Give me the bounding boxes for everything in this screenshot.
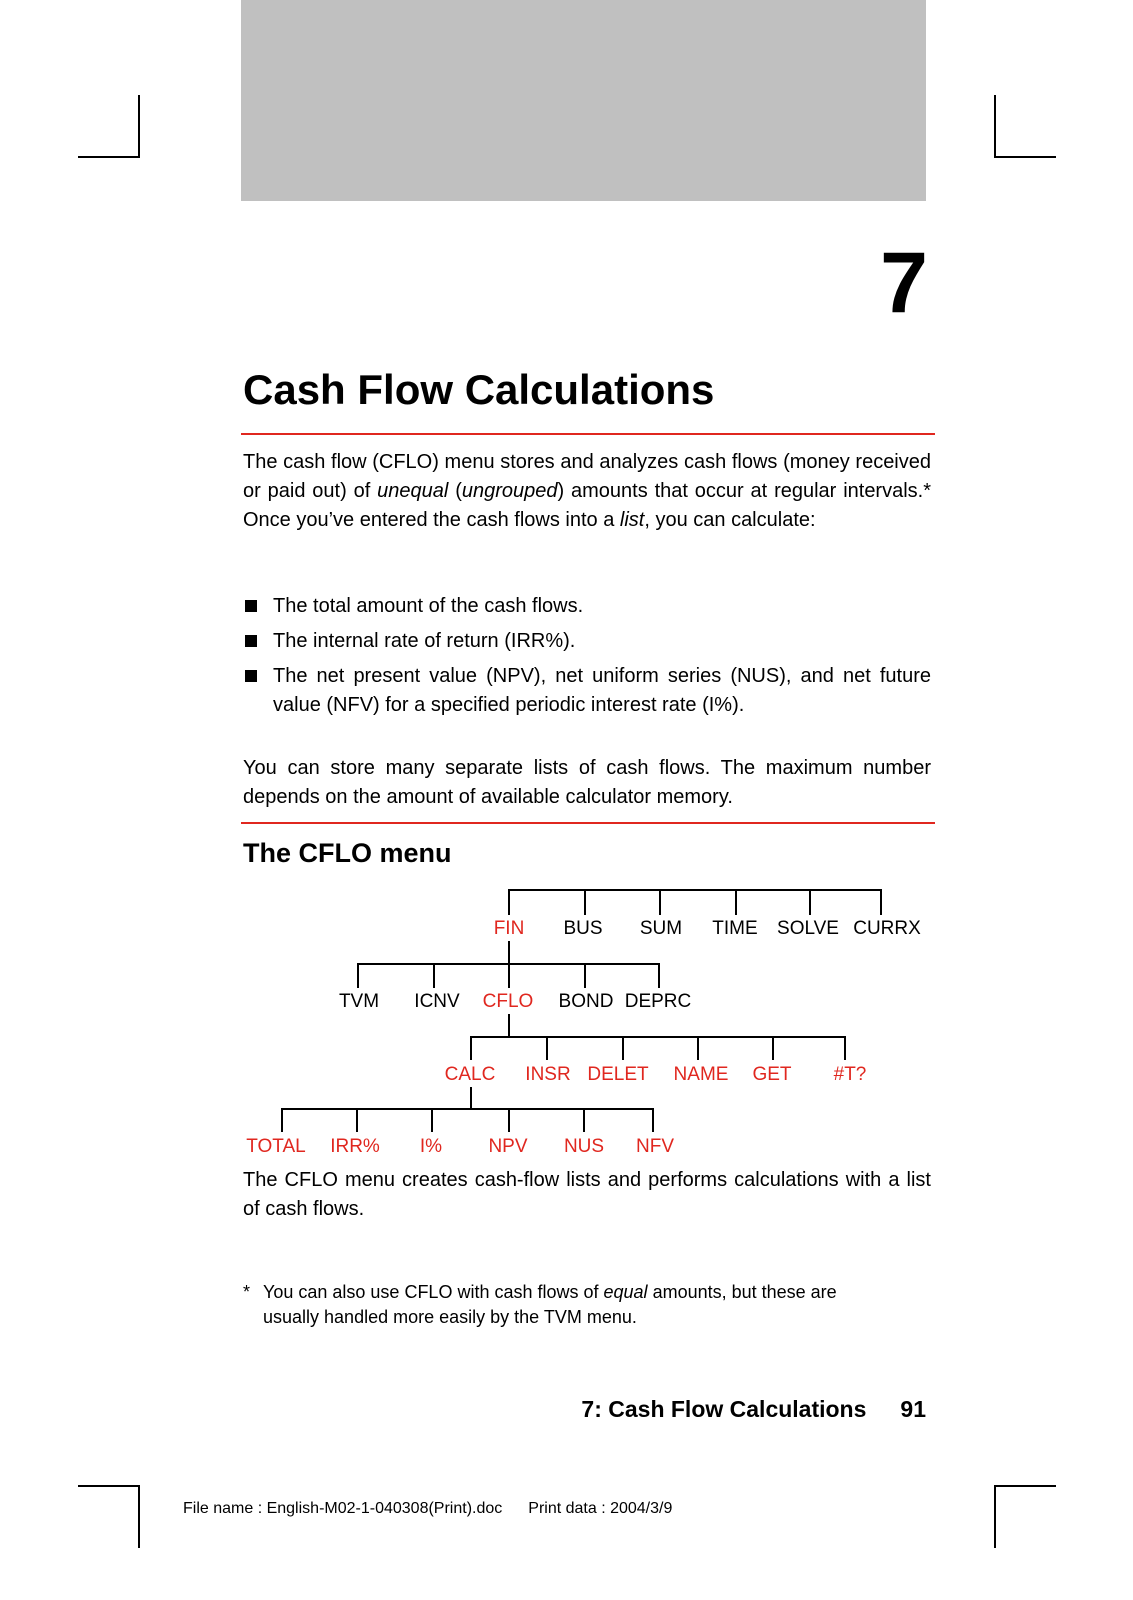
menu-key-sum: SUM <box>639 918 683 939</box>
crop-mark-top-left-v <box>138 95 140 158</box>
crop-mark-bottom-left-h <box>78 1485 140 1487</box>
footnote-text-2: amounts, but these are usually handled more easily by the TVM menu. <box>263 1282 837 1327</box>
bullet-item <box>243 627 931 656</box>
menu-key-fin: FIN <box>493 918 525 939</box>
bullet-item <box>243 662 931 720</box>
chapter-number: 7 <box>880 235 928 331</box>
crop-mark-bottom-right-v <box>994 1485 996 1548</box>
bullet-text: The total amount of the cash flows. <box>273 595 584 617</box>
crop-mark-top-right-h <box>994 156 1056 158</box>
intro-paragraph <box>243 448 931 535</box>
menu-key-deprc: DEPRC <box>624 991 692 1012</box>
menu-key-time: TIME <box>712 918 758 939</box>
bullet-square-icon <box>245 635 257 647</box>
bullet-item <box>243 592 931 621</box>
footnote-em-equal: equal <box>603 1282 648 1302</box>
menu-key-currx: CURRX <box>853 918 921 939</box>
section-rule <box>241 822 935 824</box>
page-number: 91 <box>900 1396 926 1422</box>
intro-em-list: list <box>619 509 645 531</box>
footnote-text <box>243 1280 883 1330</box>
intro-em-unequal: unequal <box>377 480 449 502</box>
menu-key-total: TOTAL <box>246 1136 306 1157</box>
menu-key-cflo: CFLO <box>482 991 534 1012</box>
running-footer <box>581 1396 926 1423</box>
menu-key-npv: NPV <box>488 1136 528 1157</box>
bullet-square-icon <box>245 600 257 612</box>
menu-key-icnv: ICNV <box>414 991 460 1012</box>
bullet-square-icon <box>245 670 257 682</box>
menu-key-bond: BOND <box>558 991 614 1012</box>
print-date: Print data : 2004/3/9 <box>528 1500 673 1517</box>
intro-text-4: , you can calculate: <box>644 509 816 531</box>
intro-text-3: ) amounts that occur at regular intervals.* Once you’ve entered the cash flows into a <box>243 480 932 531</box>
menu-key-calc: CALC <box>444 1064 496 1085</box>
menu-caption: The CFLO menu creates cash-flow lists and performs calculations with a list of cash flows. <box>243 1169 931 1220</box>
memory-paragraph: You can store many separate lists of cash flows. The maximum number depends on the amount of available calculator memory. <box>243 757 931 808</box>
crop-mark-bottom-left-v <box>138 1485 140 1548</box>
chapter-tab-block <box>241 0 926 201</box>
menu-key-nfv: NFV <box>636 1136 674 1157</box>
calculation-bullet-list <box>243 592 931 726</box>
menu-key-nus: NUS <box>563 1136 605 1157</box>
menu-key-solve: SOLVE <box>777 918 839 939</box>
menu-key-number-of-times: #T? <box>833 1064 867 1085</box>
menu-key-delet: DELET <box>587 1064 649 1085</box>
section-heading: The CFLO menu <box>243 838 452 868</box>
menu-key-insr: INSR <box>525 1064 571 1085</box>
bullet-text: The internal rate of return (IRR%). <box>273 630 576 652</box>
intro-text-2: ( <box>448 480 462 502</box>
intro-em-ungrouped: ungrouped <box>461 480 558 502</box>
footnote-text-1: You can also use CFLO with cash flows of <box>263 1282 604 1302</box>
crop-mark-bottom-right-h <box>994 1485 1056 1487</box>
file-name: File name : English-M02-1-040308(Print).doc <box>183 1500 503 1517</box>
menu-key-name: NAME <box>673 1064 729 1085</box>
file-info-line <box>183 1500 672 1518</box>
menu-key-bus: BUS <box>563 918 603 939</box>
crop-mark-top-right-v <box>994 95 996 158</box>
footnote-marker: * <box>243 1282 251 1302</box>
intro-text-1: The cash flow (CFLO) menu stores and analyzes cash flows (money received or paid out) of <box>243 451 931 502</box>
menu-key-interest: I% <box>419 1136 443 1157</box>
bullet-text: The net present value (NPV), net uniform series (NUS), and net future value (NFV) for a specified periodic interest rate (I%). <box>273 665 931 716</box>
crop-mark-top-left-h <box>78 156 140 158</box>
chapter-title: Cash Flow Calculations <box>243 366 715 413</box>
menu-key-tvm: TVM <box>338 991 380 1012</box>
menu-key-irr: IRR% <box>330 1136 380 1157</box>
running-footer-title: 7: Cash Flow Calculations <box>581 1396 867 1422</box>
title-rule <box>241 433 935 435</box>
footnote <box>243 1280 883 1330</box>
menu-key-get: GET <box>752 1064 792 1085</box>
